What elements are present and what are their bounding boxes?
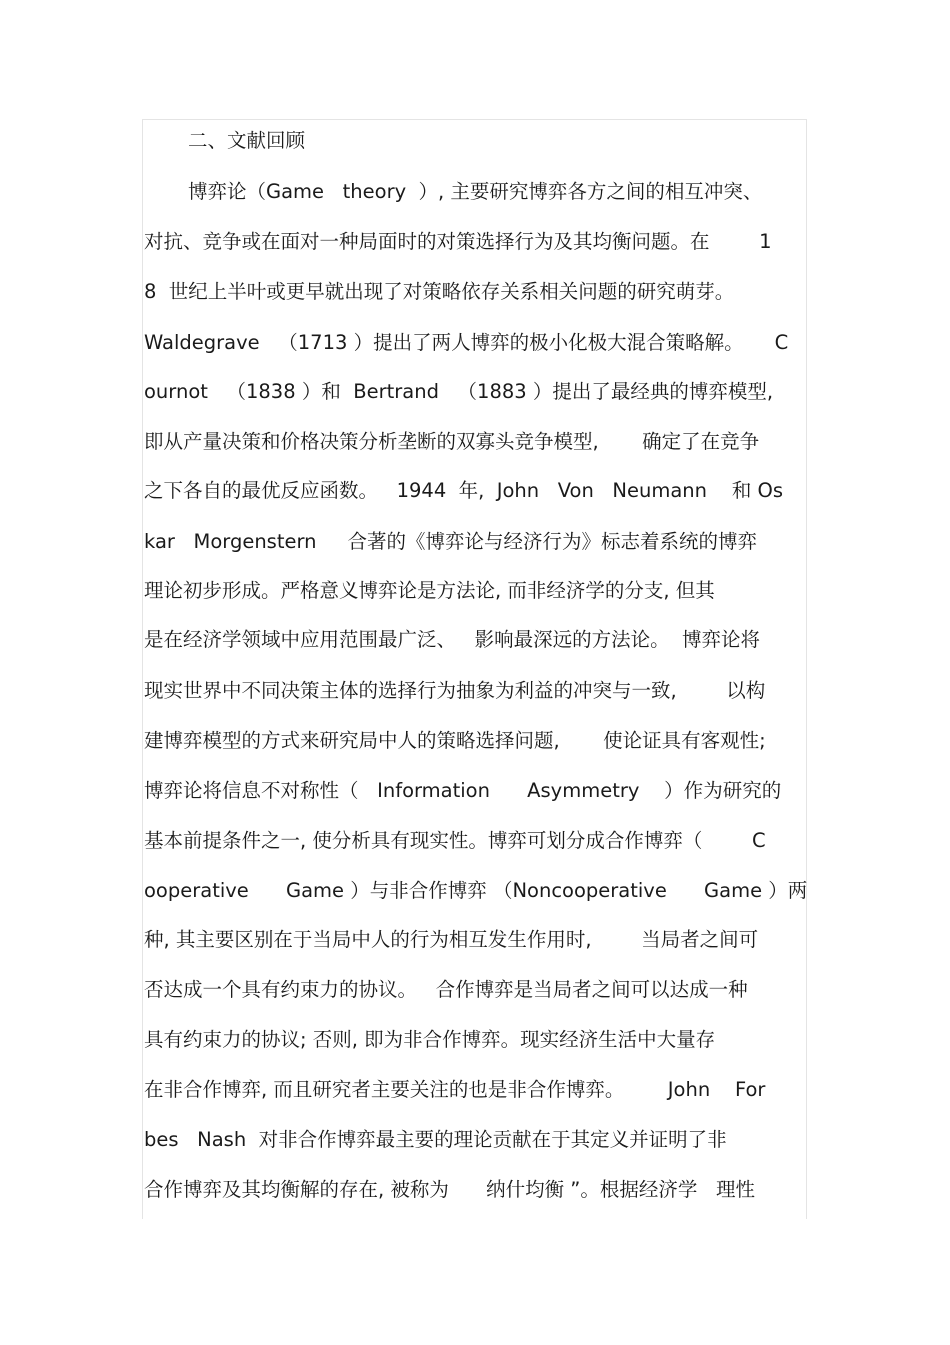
paragraph-line: kar Morgenstern 合著的《博弈论与经济行为》标志着系统的博弈	[144, 530, 758, 553]
paragraph-line: 在非合作博弈, 而且研究者主要关注的也是非合作博弈。 John For	[144, 1078, 766, 1101]
paragraph-line: 博弈论将信息不对称性（ Information Asymmetry ）作为研究的	[144, 779, 782, 802]
paragraph-line: 现实世界中不同决策主体的选择行为抽象为利益的冲突与一致, 以构	[144, 679, 766, 702]
paragraph-line: 基本前提条件之一, 使分析具有现实性。博弈可划分成合作博弈（ C	[144, 829, 766, 852]
paragraph-line: ooperative Game ）与非合作博弈 （Noncooperative Game ）两	[144, 879, 808, 902]
paragraph-line: 是在经济学领域中应用范围最广泛、 影响最深远的方法论。 博弈论将	[144, 628, 760, 651]
paragraph-line: 8 世纪上半叶或更早就出现了对策略依存关系相关问题的研究萌芽。	[144, 280, 735, 303]
paragraph-line: 之下各自的最优反应函数。 1944 年, John Von Neumann 和 Os	[144, 479, 784, 502]
paragraph-line: 对抗、竞争或在面对一种局面时的对策选择行为及其均衡问题。在 1	[144, 230, 772, 253]
paragraph-line: 否达成一个具有约束力的协议。 合作博弈是当局者之间可以达成一种	[144, 978, 748, 1001]
section-heading: 二、文献回顾	[188, 129, 306, 152]
paragraph-line: 合作博弈及其均衡解的存在, 被称为 纳什均衡 ”。根据经济学 理性	[144, 1178, 755, 1201]
paragraph-line: 理论初步形成。严格意义博弈论是方法论, 而非经济学的分支, 但其	[144, 579, 715, 602]
paragraph-line: ournot （1838 ）和 Bertrand （1883 ）提出了最经典的博弈模型,	[144, 380, 774, 403]
paragraph-line: Waldegrave （1713 ）提出了两人博弈的极小化极大混合策略解。 C	[144, 331, 789, 354]
paragraph-line: bes Nash 对非合作博弈最主要的理论贡献在于其定义并证明了非	[144, 1128, 727, 1151]
paragraph-line: 种, 其主要区别在于当局中人的行为相互发生作用时, 当局者之间可	[144, 928, 759, 951]
paragraph-line: 具有约束力的协议; 否则, 即为非合作博弈。现实经济生活中大量存	[144, 1028, 716, 1051]
paragraph-line: 建博弈模型的方式来研究局中人的策略选择问题, 使论证具有客观性;	[144, 729, 766, 752]
paragraph-line: 即从产量决策和价格决策分析垄断的双寡头竞争模型, 确定了在竞争	[144, 430, 760, 453]
paragraph-line: 博弈论（Game theory ）, 主要研究博弈各方之间的相互冲突、	[188, 180, 763, 203]
